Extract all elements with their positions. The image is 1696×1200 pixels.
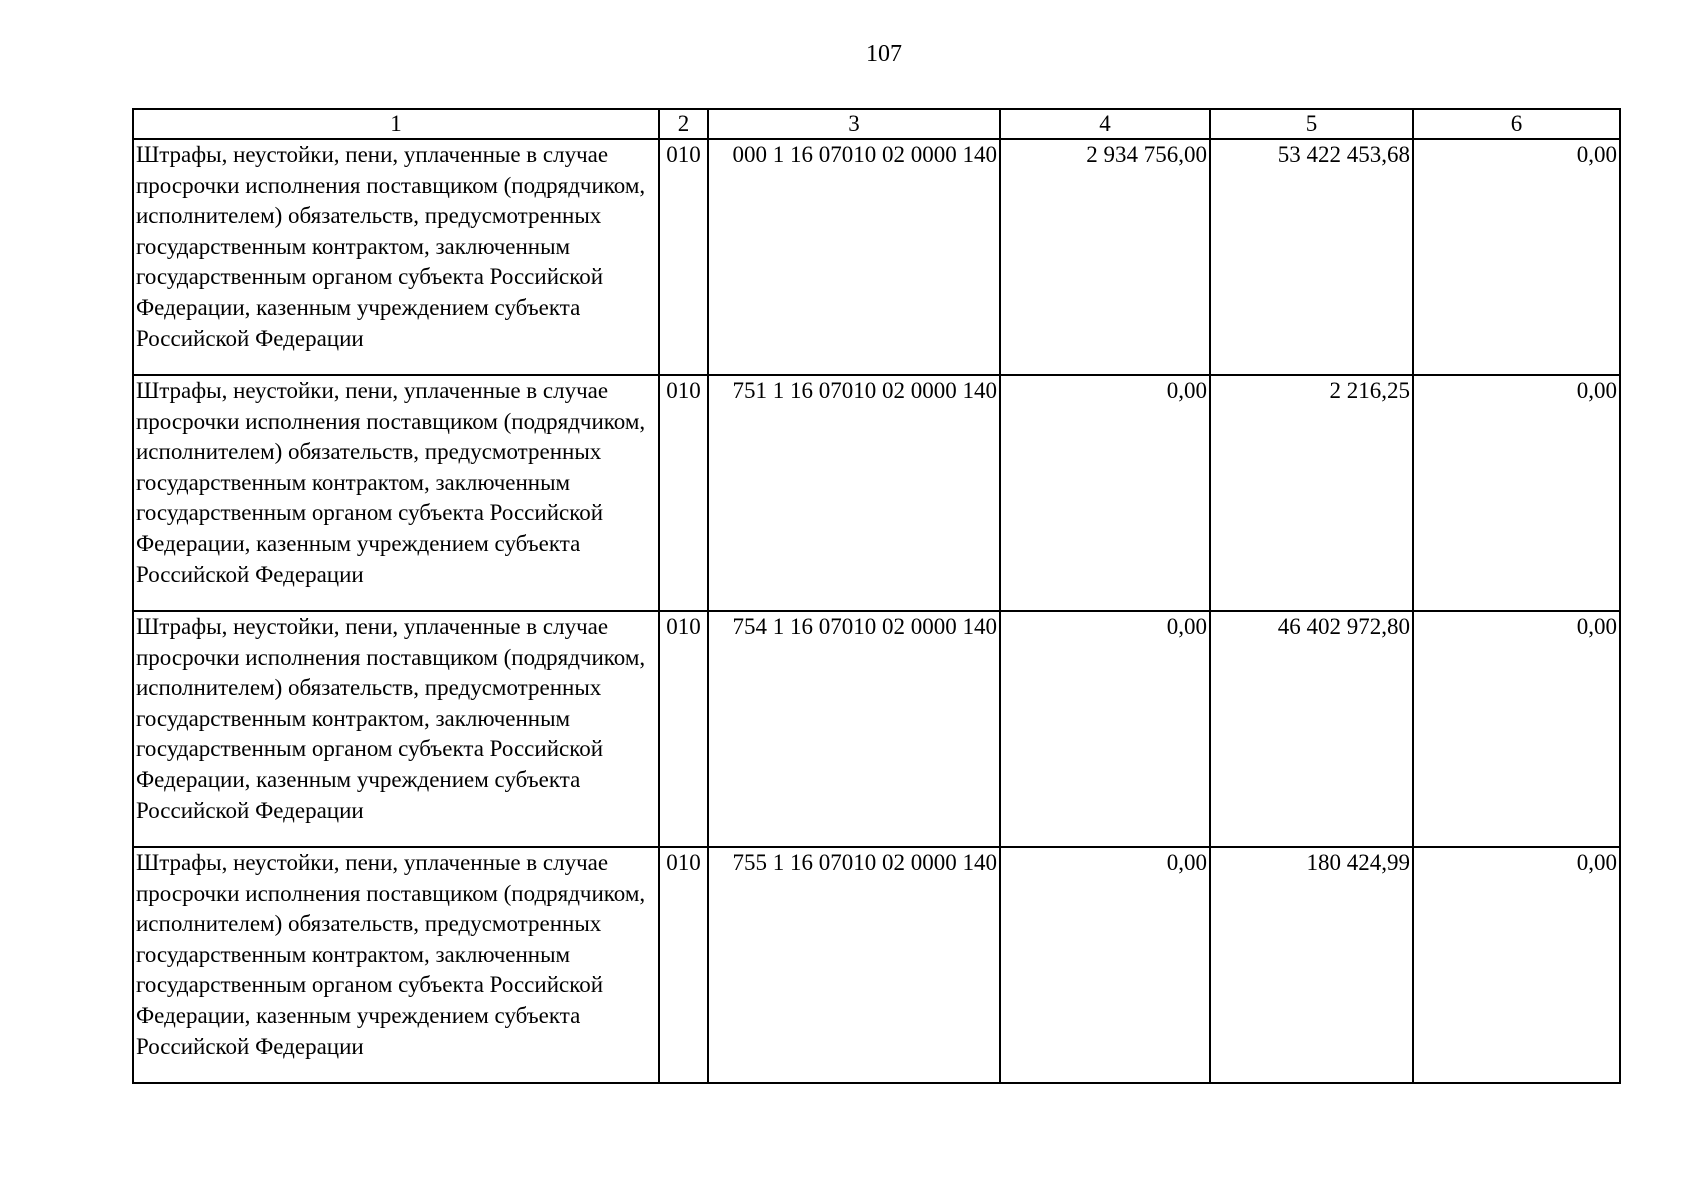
- column-header-1: 1: [133, 109, 659, 139]
- row-value-col6: 0,00: [1413, 375, 1620, 611]
- row-value-col6: 0,00: [1413, 847, 1620, 1083]
- table-row: [133, 139, 1620, 375]
- row-value-col5: 46 402 972,80: [1210, 611, 1413, 847]
- row-value-col5: 180 424,99: [1210, 847, 1413, 1083]
- row-admin-code: 010: [659, 611, 708, 847]
- column-header-4: 4: [1000, 109, 1210, 139]
- budget-table: [132, 108, 1621, 1084]
- row-value-col4: 2 934 756,00: [1000, 139, 1210, 375]
- row-budget-code: 755 1 16 07010 02 0000 140: [708, 847, 1000, 1083]
- row-description: Штрафы, неустойки, пени, уплаченные в случае просрочки исполнения поставщиком (подрядчиком, исполнителем) обязательств, предусмотренных государственным контрактом, заключенным государственным органом субъекта Российской Федерации, казенным учреждением субъекта Российской Федерации: [133, 611, 659, 847]
- table-row: [133, 847, 1620, 1083]
- row-value-col5: 2 216,25: [1210, 375, 1413, 611]
- row-description: Штрафы, неустойки, пени, уплаченные в случае просрочки исполнения поставщиком (подрядчиком, исполнителем) обязательств, предусмотренных государственным контрактом, заключенным государственным органом субъекта Российской Федерации, казенным учреждением субъекта Российской Федерации: [133, 375, 659, 611]
- row-value-col4: 0,00: [1000, 611, 1210, 847]
- table-row: [133, 611, 1620, 847]
- column-header-2: 2: [659, 109, 708, 139]
- row-budget-code: 000 1 16 07010 02 0000 140: [708, 139, 1000, 375]
- row-description: Штрафы, неустойки, пени, уплаченные в случае просрочки исполнения поставщиком (подрядчиком, исполнителем) обязательств, предусмотренных государственным контрактом, заключенным государственным органом субъекта Российской Федерации, казенным учреждением субъекта Российской Федерации: [133, 139, 659, 375]
- column-header-6: 6: [1413, 109, 1620, 139]
- row-admin-code: 010: [659, 139, 708, 375]
- table-row: [133, 375, 1620, 611]
- column-header-5: 5: [1210, 109, 1413, 139]
- row-description: Штрафы, неустойки, пени, уплаченные в случае просрочки исполнения поставщиком (подрядчиком, исполнителем) обязательств, предусмотренных государственным контрактом, заключенным государственным органом субъекта Российской Федерации, казенным учреждением субъекта Российской Федерации: [133, 847, 659, 1083]
- row-value-col6: 0,00: [1413, 139, 1620, 375]
- row-value-col4: 0,00: [1000, 375, 1210, 611]
- row-budget-code: 754 1 16 07010 02 0000 140: [708, 611, 1000, 847]
- row-admin-code: 010: [659, 375, 708, 611]
- row-value-col6: 0,00: [1413, 611, 1620, 847]
- column-header-3: 3: [708, 109, 1000, 139]
- table-header-row: [133, 109, 1620, 139]
- page-number: 107: [866, 41, 902, 67]
- row-value-col5: 53 422 453,68: [1210, 139, 1413, 375]
- row-value-col4: 0,00: [1000, 847, 1210, 1083]
- row-admin-code: 010: [659, 847, 708, 1083]
- row-budget-code: 751 1 16 07010 02 0000 140: [708, 375, 1000, 611]
